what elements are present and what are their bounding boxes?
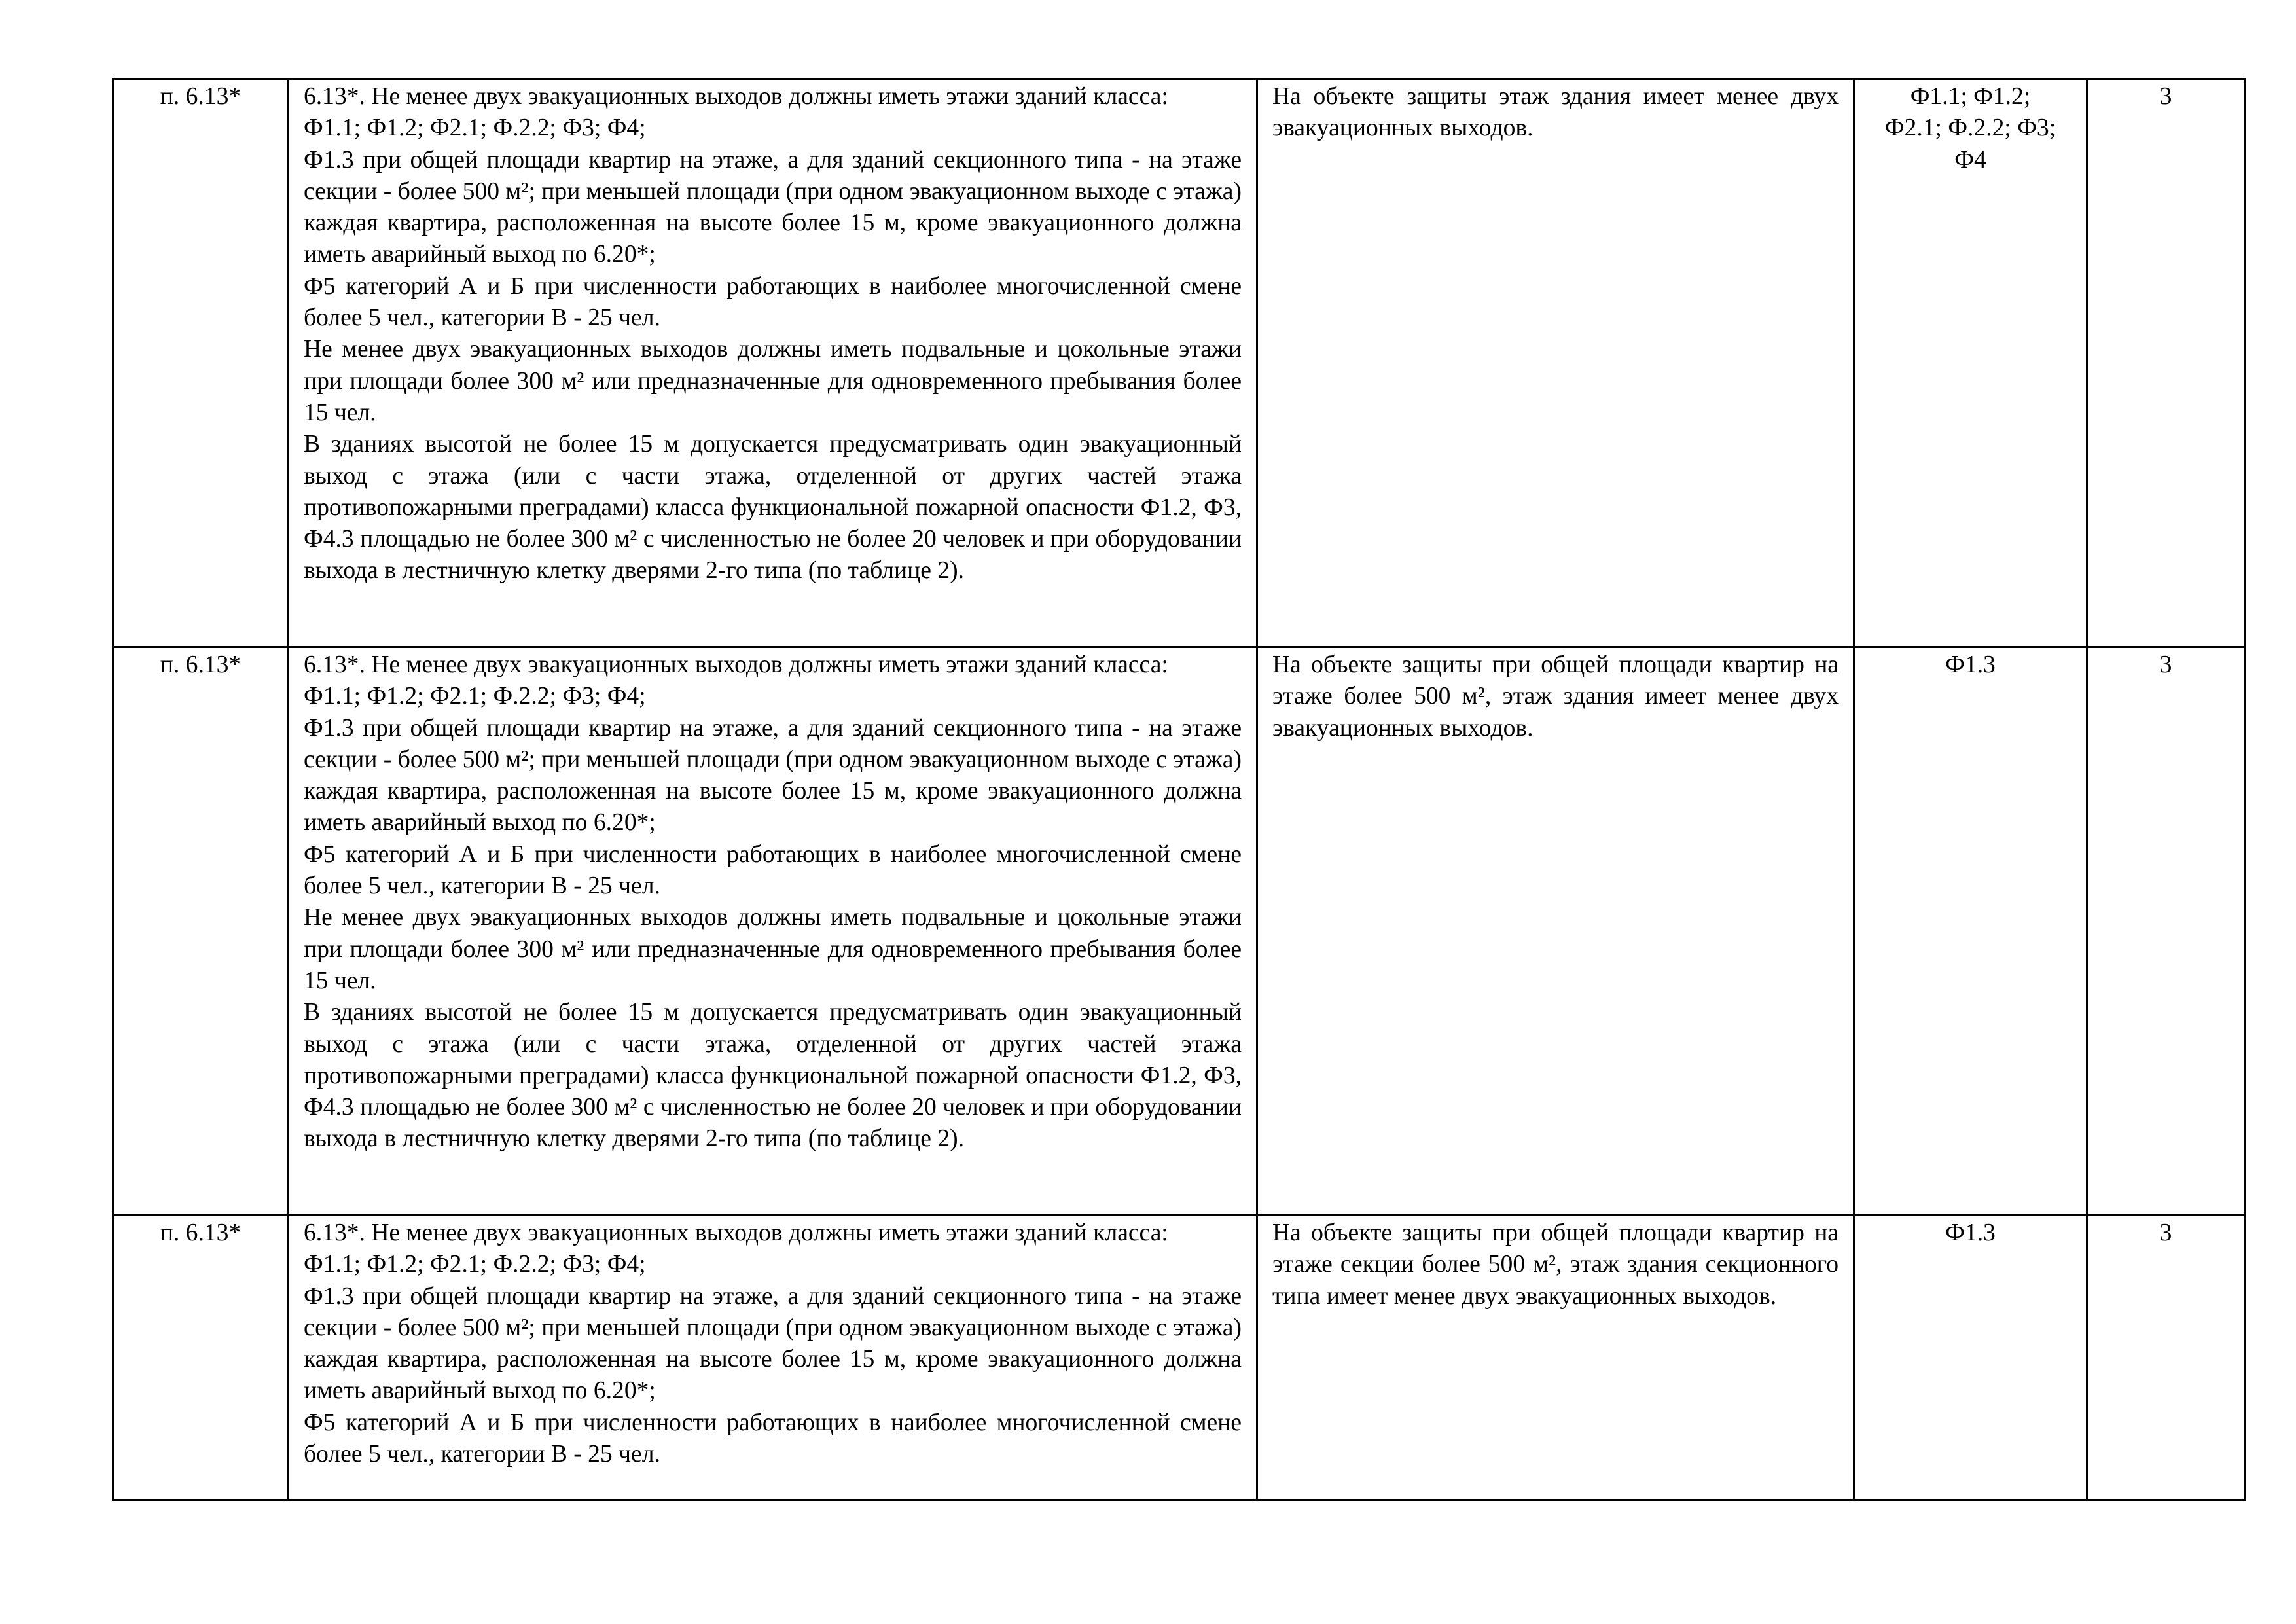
clause-cell bbox=[113, 1216, 289, 1500]
clause-cell bbox=[113, 79, 289, 647]
class-cell bbox=[1854, 1216, 2087, 1500]
violation-text: На объекте защиты этаж здания имеет менее двух эвакуационных выходов. bbox=[1272, 83, 1839, 142]
requirement-paragraph: Ф1.3 при общей площади квартир на этаже, а для зданий секционного типа - на этаже секции - более 500 м²; при меньшей площади (при одном эвакуационном выходе с этажа) каждая квартира, расположенная на высоте более 15 м, кроме эвакуационного должна иметь аварийный выход по 6.20*; bbox=[304, 146, 1242, 268]
requirement-paragraph: Ф1.1; Ф1.2; Ф2.1; Ф.2.2; Ф3; Ф4; bbox=[304, 1251, 646, 1278]
risk-cell bbox=[2087, 79, 2245, 647]
class-cell bbox=[1854, 79, 2087, 647]
requirement-paragraph: Ф1.1; Ф1.2; Ф2.1; Ф.2.2; Ф3; Ф4; bbox=[304, 115, 646, 142]
risk-value: 3 bbox=[2159, 651, 2172, 678]
requirement-paragraph: Не менее двух эвакуационных выходов должны иметь подвальные и цокольные этажи при площади более 300 м² или предназначенные для одновременного пребывания более 15 чел. bbox=[304, 336, 1242, 426]
class-cell bbox=[1854, 647, 2087, 1216]
violation-cell bbox=[1257, 79, 1854, 647]
table-row bbox=[113, 647, 2245, 1216]
risk-cell bbox=[2087, 1216, 2245, 1500]
clause-text: п. 6.13* bbox=[160, 83, 242, 110]
clause-cell bbox=[113, 647, 289, 1216]
requirement-paragraph: Ф5 категорий А и Б при численности работающих в наиболее многочисленной смене более 5 чел., категории В - 25 чел. bbox=[304, 840, 1242, 900]
requirement-paragraph: Не менее двух эвакуационных выходов должны иметь подвальные и цокольные этажи при площади более 300 м² или предназначенные для одновременного пребывания более 15 чел. bbox=[304, 904, 1242, 994]
class-line: Ф1.1; Ф1.2; bbox=[1910, 83, 2031, 110]
requirement-paragraph: Ф1.3 при общей площади квартир на этаже, а для зданий секционного типа - на этаже секции - более 500 м²; при меньшей площади (при одном эвакуационном выходе с этажа) каждая квартира, расположенная на высоте более 15 м, кроме эвакуационного должна иметь аварийный выход по 6.20*; bbox=[304, 714, 1242, 837]
class-line: Ф1.3 bbox=[1945, 1219, 1996, 1246]
class-line: Ф4 bbox=[1954, 146, 1986, 173]
violation-text: На объекте защиты при общей площади квартир на этаже более 500 м², этаж здания имеет менее двух эвакуационных выходов. bbox=[1272, 651, 1839, 742]
violation-cell bbox=[1257, 1216, 1854, 1500]
requirement-cell bbox=[289, 1216, 1257, 1500]
violation-text: На объекте защиты при общей площади квартир на этаже секции более 500 м², этаж здания секционного типа имеет менее двух эвакуационных выходов. bbox=[1272, 1219, 1839, 1310]
violation-cell bbox=[1257, 647, 1854, 1216]
table-row bbox=[113, 1216, 2245, 1500]
table-row bbox=[113, 79, 2245, 647]
requirement-paragraph: В зданиях высотой не более 15 м допускается предусматривать один эвакуационный выход с этажа (или с части этажа, отделенной от других частей этажа противопожарными преградами) класса функциональной пожарной опасности Ф1.2, Ф3, Ф4.3 площадью не более 300 м² с численностью не более 20 человек и при оборудовании выхода в лестничную клетку дверями 2-го типа (по таблице 2). bbox=[304, 431, 1242, 585]
requirement-paragraph: 6.13*. Не менее двух эвакуационных выходов должны иметь этажи зданий класса: bbox=[304, 651, 1168, 678]
requirement-paragraph: 6.13*. Не менее двух эвакуационных выходов должны иметь этажи зданий класса: bbox=[304, 1219, 1168, 1246]
requirement-cell bbox=[289, 79, 1257, 647]
requirement-cell bbox=[289, 647, 1257, 1216]
clause-text: п. 6.13* bbox=[160, 1219, 242, 1246]
risk-cell bbox=[2087, 647, 2245, 1216]
requirement-paragraph: Ф5 категорий А и Б при численности работающих в наиболее многочисленной смене более 5 чел., категории В - 25 чел. bbox=[304, 272, 1242, 332]
requirement-paragraph: В зданиях высотой не более 15 м допускается предусматривать один эвакуационный выход с этажа (или с части этажа, отделенной от других частей этажа противопожарными преградами) класса функциональной пожарной опасности Ф1.2, Ф3, Ф4.3 площадью не более 300 м² с численностью не более 20 человек и при оборудовании выхода в лестничную клетку дверями 2-го типа (по таблице 2). bbox=[304, 999, 1242, 1153]
risk-value: 3 bbox=[2159, 83, 2172, 110]
requirement-paragraph: 6.13*. Не менее двух эвакуационных выходов должны иметь этажи зданий класса: bbox=[304, 83, 1168, 110]
risk-value: 3 bbox=[2159, 1219, 2172, 1246]
requirement-paragraph: Ф1.1; Ф1.2; Ф2.1; Ф.2.2; Ф3; Ф4; bbox=[304, 683, 646, 710]
class-line: Ф1.3 bbox=[1945, 651, 1996, 678]
requirement-paragraph: Ф5 категорий А и Б при численности работающих в наиболее многочисленной смене более 5 чел., категории В - 25 чел. bbox=[304, 1409, 1242, 1468]
class-line: Ф2.1; Ф.2.2; Ф3; bbox=[1884, 115, 2056, 142]
requirement-paragraph: Ф1.3 при общей площади квартир на этаже, а для зданий секционного типа - на этаже секции - более 500 м²; при меньшей площади (при одном эвакуационном выходе с этажа) каждая квартира, расположенная на высоте более 15 м, кроме эвакуационного должна иметь аварийный выход по 6.20*; bbox=[304, 1282, 1242, 1405]
requirements-table bbox=[112, 78, 2246, 1501]
clause-text: п. 6.13* bbox=[160, 651, 242, 678]
